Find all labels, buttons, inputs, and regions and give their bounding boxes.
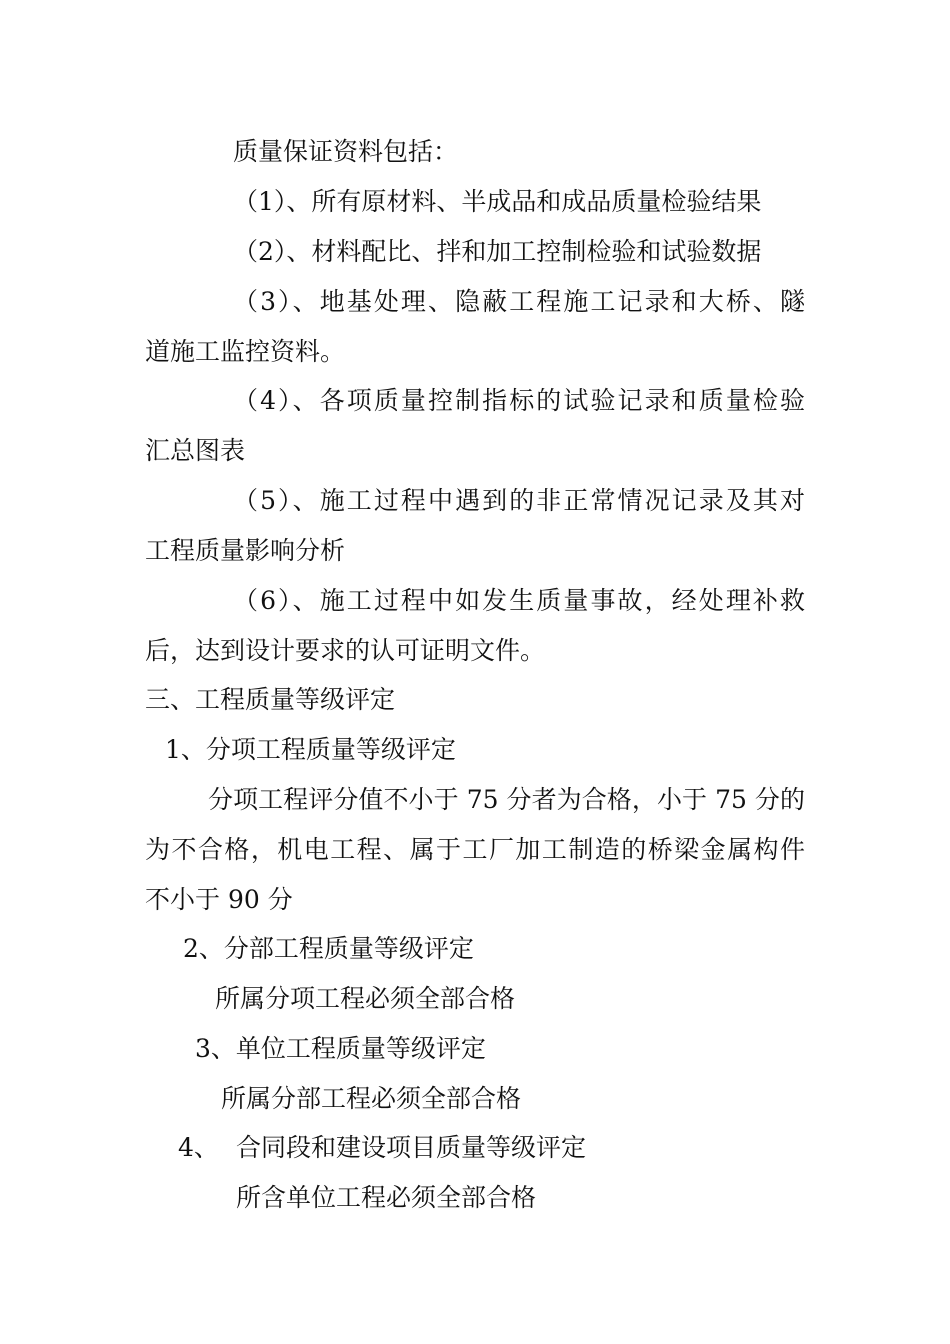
list-item-6-continued: 后，达到设计要求的认可证明文件。 [145, 636, 546, 665]
paragraph-intro: 质量保证资料包括： [233, 137, 459, 166]
paragraph-subitem-criteria: 分项工程评分值不小于 75 分者为合格，小于 75 分的 [208, 785, 805, 814]
list-item-3: （3）、地基处理、隐蔽工程施工记录和大桥、隧 [233, 287, 805, 316]
paragraph-division-criteria: 所属分项工程必须全部合格 [215, 984, 516, 1013]
paragraph-contract-criteria: 所含单位工程必须全部合格 [236, 1183, 537, 1212]
paragraph-subitem-criteria-line-2: 为不合格，机电工程、属于工厂加工制造的桥梁金属构件 [145, 835, 805, 864]
subheading-1: 1、分项工程质量等级评定 [165, 735, 456, 764]
list-item-5: （5）、施工过程中遇到的非正常情况记录及其对 [233, 486, 805, 515]
section-heading-3: 三、工程质量等级评定 [145, 685, 396, 714]
subheading-3: 3、单位工程质量等级评定 [195, 1034, 486, 1063]
paragraph-unit-criteria: 所属分部工程必须全部合格 [221, 1084, 522, 1113]
list-item-3-continued: 道施工监控资料。 [145, 337, 346, 366]
list-item-5-continued: 工程质量影响分析 [145, 536, 346, 565]
list-item-4-continued: 汇总图表 [145, 436, 246, 465]
list-item-1: （1）、所有原材料、半成品和成品质量检验结果 [233, 187, 762, 216]
paragraph-subitem-criteria-line-3: 不小于 90 分 [145, 885, 293, 914]
list-item-6: （6）、施工过程中如发生质量事故，经处理补救 [233, 586, 805, 615]
list-item-2: （2）、材料配比、拌和加工控制检验和试验数据 [233, 237, 762, 266]
subheading-2: 2、分部工程质量等级评定 [183, 934, 474, 963]
list-item-4: （4）、各项质量控制指标的试验记录和质量检验 [233, 386, 805, 415]
subheading-4-number: 4、 [178, 1133, 219, 1162]
subheading-4-title: 合同段和建设项目质量等级评定 [236, 1133, 587, 1162]
